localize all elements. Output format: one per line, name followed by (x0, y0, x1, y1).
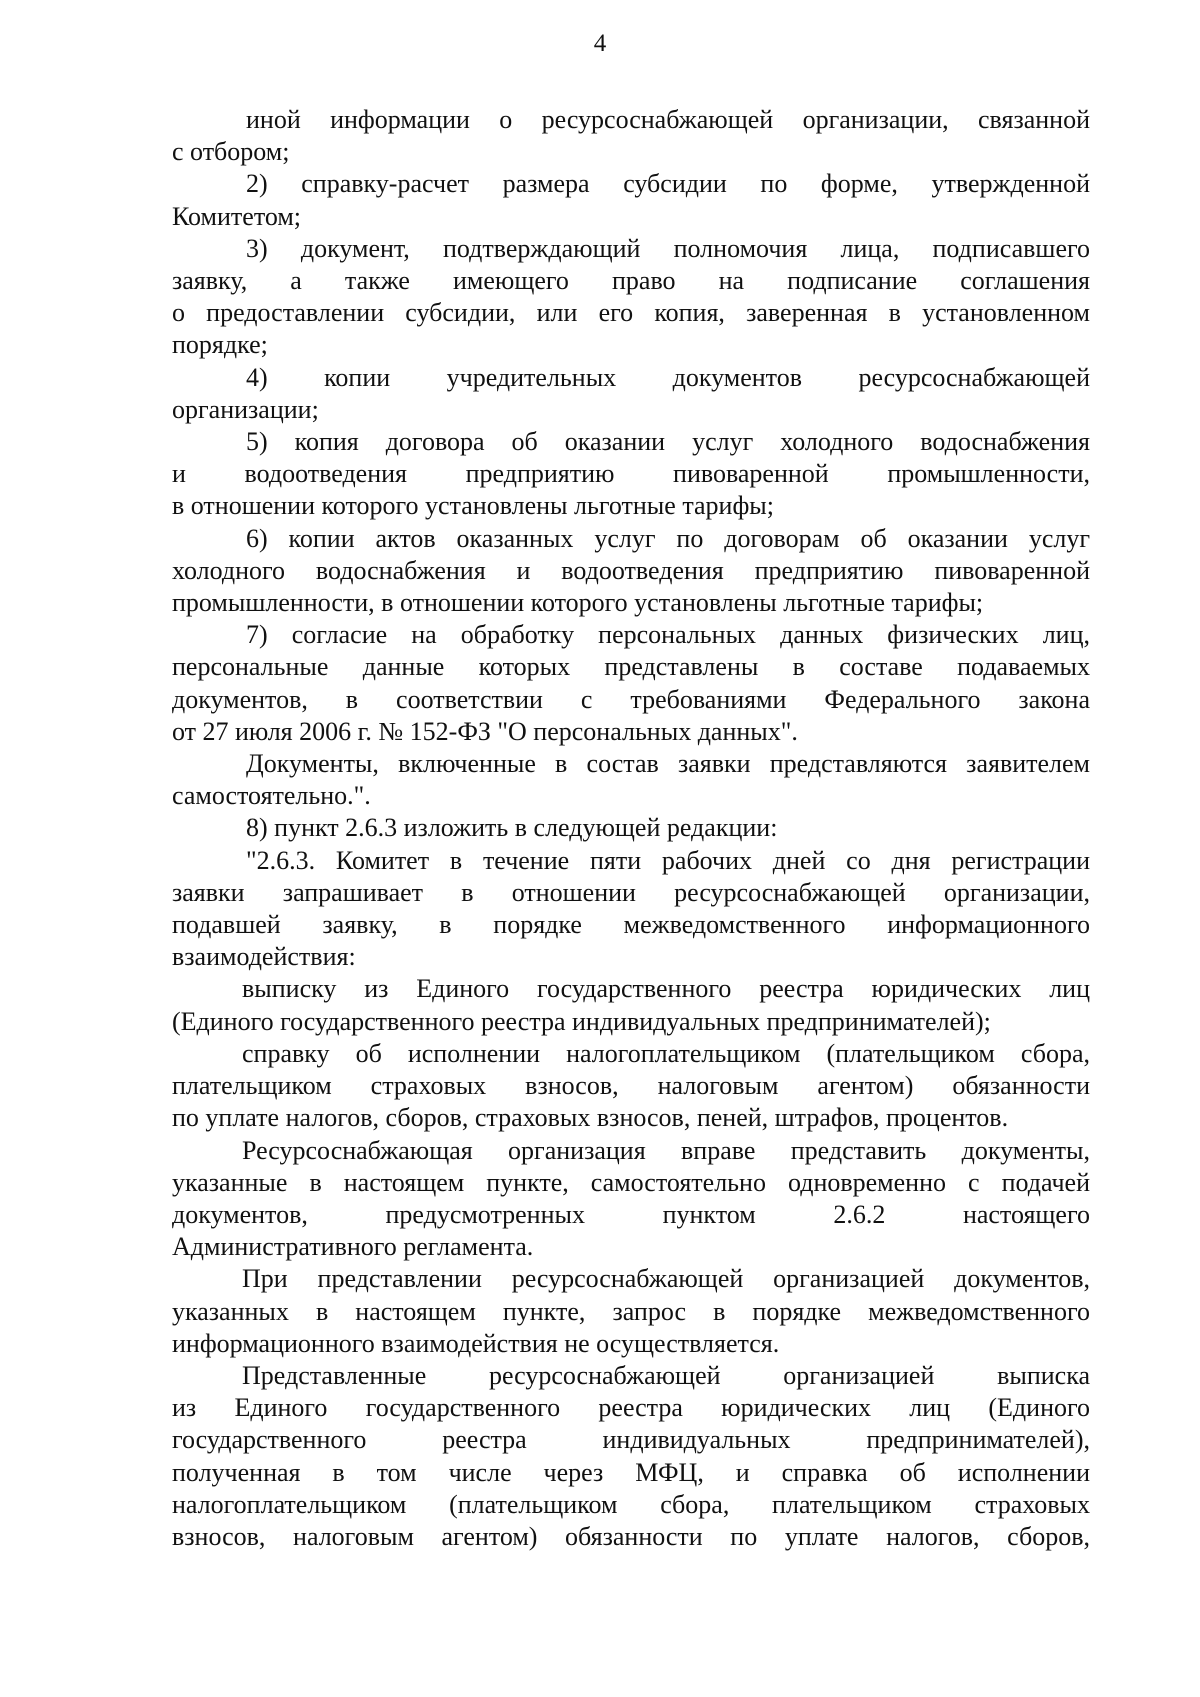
text-line: (Единого государственного реестра индивидуальных предпринимателей); (172, 1006, 991, 1036)
text-line: 2) справку-расчет размера субсидии по форме, утвержденной (246, 169, 1090, 199)
text-line: 7) согласие на обработку персональных данных физических лиц, (246, 620, 1090, 650)
text-line: плательщиком страховых взносов, налоговым агентом) обязанности (172, 1071, 1090, 1101)
text-line: 3) документ, подтверждающий полномочия лица, подписавшего (246, 233, 1090, 263)
text-line: заявки запрашивает в отношении ресурсоснабжающей организации, (172, 877, 1090, 907)
text-line: 8) пункт 2.6.3 изложить в следующей редакции: (246, 813, 778, 843)
text-line: организации; (172, 394, 319, 424)
text-line: "2.6.3. Комитет в течение пяти рабочих дней со дня регистрации (246, 845, 1090, 875)
text-line: подавшей заявку, в порядке межведомственного информационного (172, 910, 1090, 940)
text-line: выписку из Единого государственного реестра юридических лиц (242, 974, 1090, 1004)
text-line: налогоплательщиком (плательщиком сбора, плательщиком страховых (172, 1489, 1090, 1519)
text-line: Представленные ресурсоснабжающей организацией выписка (242, 1360, 1090, 1390)
text-line: заявку, а также имеющего право на подписание соглашения (172, 266, 1090, 296)
text-line: государственного реестра индивидуальных предпринимателей), (172, 1425, 1090, 1455)
text-line: о предоставлении субсидии, или его копия, заверенная в установленном (172, 298, 1090, 328)
text-line: Документы, включенные в состав заявки представляются заявителем (246, 749, 1090, 779)
text-line: документов, предусмотренных пунктом 2.6.2 настоящего (172, 1199, 1090, 1229)
text-line: и водоотведения предприятию пивоваренной промышленности, (172, 459, 1090, 489)
text-line: порядке; (172, 330, 268, 360)
document-body (172, 104, 1090, 1553)
text-line: из Единого государственного реестра юридических лиц (Единого (172, 1393, 1090, 1423)
text-line: холодного водоснабжения и водоотведения предприятию пивоваренной (172, 555, 1090, 585)
text-line: от 27 июля 2006 г. № 152-ФЗ "О персональных данных". (172, 716, 798, 746)
text-line: справку об исполнении налогоплательщиком (плательщиком сбора, (242, 1038, 1090, 1068)
text-line: взносов, налоговым агентом) обязанности по уплате налогов, сборов, (172, 1521, 1090, 1551)
text-line: в отношении которого установлены льготные тарифы; (172, 491, 774, 521)
text-line: 4) копии учредительных документов ресурсоснабжающей (246, 362, 1090, 392)
text-line: При представлении ресурсоснабжающей организацией документов, (242, 1264, 1090, 1294)
text-line: Комитетом; (172, 201, 302, 231)
text-line: 5) копия договора об оказании услуг холодного водоснабжения (246, 427, 1090, 457)
text-line: самостоятельно.". (172, 781, 371, 811)
text-line: 6) копии актов оказанных услуг по договорам об оказании услуг (246, 523, 1090, 553)
text-line: Административного регламента. (172, 1232, 534, 1262)
text-line: указанные в настоящем пункте, самостоятельно одновременно с подачей (172, 1167, 1090, 1197)
text-line: Ресурсоснабжающая организация вправе представить документы, (242, 1135, 1090, 1165)
text-line: по уплате налогов, сборов, страховых взносов, пеней, штрафов, процентов. (172, 1103, 1009, 1133)
page-number: 4 (593, 30, 607, 57)
text-line: персональные данные которых представлены в составе подаваемых (172, 652, 1090, 682)
text-line: указанных в настоящем пункте, запрос в порядке межведомственного (172, 1296, 1090, 1326)
text-line: промышленности, в отношении которого установлены льготные тарифы; (172, 588, 984, 618)
text-line: иной информации о ресурсоснабжающей организации, связанной (246, 105, 1090, 134)
text-line: взаимодействия: (172, 942, 356, 972)
text-line: документов, в соответствии с требованиями Федерального закона (172, 684, 1090, 714)
text-line: полученная в том числе через МФЦ, и справка об исполнении (172, 1457, 1090, 1487)
text-line: информационного взаимодействия не осуществляется. (172, 1328, 780, 1358)
text-line: с отбором; (172, 137, 290, 167)
